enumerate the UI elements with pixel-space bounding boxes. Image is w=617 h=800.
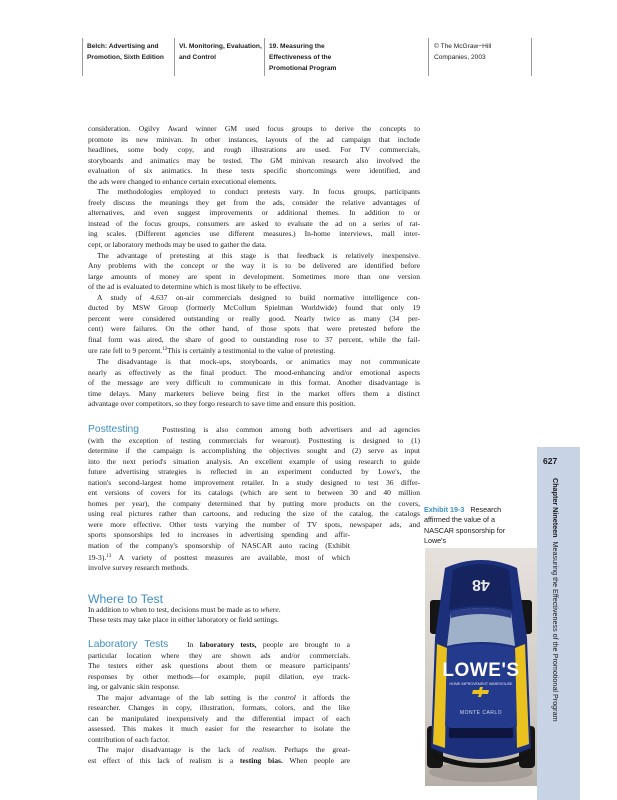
text-line: contribution of each factor.: [88, 734, 170, 744]
text-run: Posttesting is also common among both advertisers and ad agencies: [162, 425, 420, 434]
text-line: advantage over competitors, so they forgo research to save time and ensure this position.: [88, 399, 356, 409]
section-heading: Where to Test: [88, 592, 163, 606]
text-line: ing, or galvanic skin response.: [88, 682, 180, 692]
text-run: The major advantage of the lab setting is the: [97, 692, 268, 702]
paragraph: [88, 293, 420, 357]
paragraph: [88, 124, 420, 187]
caption-line: Lowe's: [424, 535, 447, 545]
text-line: nation's second-largest home improvement retailer. In a study designed to test 36 differ-: [88, 477, 420, 487]
laboratory-tests-section: [88, 640, 350, 767]
header-chapter: [264, 38, 429, 76]
footnote-ref: 12: [162, 347, 168, 353]
page-number: 627: [543, 456, 558, 466]
text-run: 19-3).: [88, 552, 107, 562]
caption-line: [424, 505, 534, 515]
text-line: The testers either ask questions about them or measure participants': [88, 661, 350, 671]
text-line: [88, 756, 350, 767]
text-run: it affords the: [302, 692, 350, 702]
text-line: large amounts of money are spent in development. Sometimes more than one version: [88, 271, 420, 281]
header-part-line: VI. Monitoring, Evaluation,: [179, 43, 262, 50]
text-line: responses by other methods—for example, pupil dilation, eye track-: [88, 671, 350, 681]
key-term: testing bias.: [239, 756, 283, 766]
header-book: [82, 38, 174, 76]
text-line: Any problems with the concept or the way it is to be delivered are identified before: [88, 261, 420, 271]
text-line: freely discuss the meanings they get from the ads, consider the relative advantages of: [88, 197, 420, 207]
text-line: into the next period's situation analysis. An excellent example of using research to guide: [88, 456, 420, 466]
car-tagline: HOME IMPROVEMENT WAREHOUSE: [449, 682, 513, 686]
header-part: [174, 38, 264, 76]
text-run: est effect of this lack of realism is a: [88, 756, 234, 766]
footnote-ref: 13: [106, 553, 112, 559]
caption-text: Research: [470, 505, 502, 514]
text-line: [88, 425, 420, 436]
text-line: particular location where they are shown ads and/or commercials.: [88, 650, 350, 660]
text-line: headlines, some body copy, and rough illustrations are used. For TV commercials,: [88, 145, 420, 155]
text-line: can be manipulated inexpensively and the differential impact of each: [88, 713, 350, 723]
header-chapter-line: Promotional Program: [269, 65, 337, 72]
text-line: researcher. Changes in copy, illustration, formats, colors, and the like: [88, 703, 350, 713]
text-run: The major disadvantage is the lack of: [97, 745, 245, 755]
text-line: alternatives, and even suggest improvements or additional themes. In addition to or: [88, 208, 420, 218]
header-book-line: Belch: Advertising and: [87, 43, 159, 50]
page-header: [82, 38, 532, 76]
header-copyright-line: Companies, 2003: [434, 54, 486, 61]
header-copyright-line: © The McGraw−Hill: [434, 43, 492, 50]
text-line: the ads were changed to enhance certain executional elements.: [88, 176, 277, 186]
run-in-heading: Posttesting: [88, 424, 139, 435]
text-line: The disadvantage is that mock-ups, storyboards, or animatics may not communicate: [97, 357, 420, 367]
text-run: This is certainly a testimonial to the value of pretesting.: [167, 346, 336, 356]
text-line: promote its new minivan. In other instances, layouts of the ad campaign that include: [88, 134, 420, 144]
text-line: were more effective. Other tests varying the number of TV spots, newspaper ads, and: [88, 519, 420, 529]
text-line: time delays. Many marketers believe being first in the market offers them a distinct: [88, 388, 420, 398]
svg-text:48: 48: [472, 576, 490, 593]
text-line: A study of 4,637 on-air commercials designed to build normative intelligence con-: [97, 292, 420, 302]
text-line: nearly as effectively as the final product. The mood-enhancing and/or emotional aspects: [88, 367, 420, 377]
chapter-number: Chapter Nineteen: [551, 478, 560, 538]
paragraph: [88, 187, 420, 250]
key-term: laboratory tests,: [199, 640, 257, 649]
text-run: ure rate fell to 9 percent.: [88, 346, 163, 356]
text-line: In addition to when to test, decisions must be made as to where.: [88, 604, 281, 614]
text-line: The advantage of pretesting at this stage is that feedback is relatively inexpensive.: [97, 250, 420, 260]
text-line: cent) were failures. On the other hand, of those spots that were pretested before the: [88, 324, 420, 334]
text-line: [88, 640, 350, 651]
header-book-line: Promotion, Sixth Edition: [87, 54, 164, 61]
text-line: consideration. Ogilvy Award winner GM used focus groups to derive the concepts to: [88, 124, 420, 133]
text-line: cept, or laboratory methods may be used to gather the data.: [88, 240, 267, 250]
text-line: involve survey research methods.: [88, 563, 190, 573]
chapter-title: Measuring the Effectiveness of the Promotional Program: [551, 541, 560, 722]
text-line: (with the exception of testing commercials for wearout). Posttesting is designed to (1): [88, 435, 420, 445]
text-run: Perhaps the great-: [284, 745, 351, 755]
text-line: determine if the campaign is accomplishing the objectives sought and (2) serve as input: [88, 446, 420, 456]
emphasis: realism.: [252, 745, 277, 755]
text-line: [88, 693, 350, 704]
text-line: [88, 345, 420, 357]
exhibit-caption: [424, 505, 534, 546]
text-line: evaluation of six animatics. In these tests specific shortcomings were identified, and: [88, 166, 420, 176]
text-line: sports sponsorships led to increases in advertising spending and affir-: [88, 530, 350, 540]
emphasis: control: [274, 692, 296, 702]
chapter-running-title: [551, 478, 560, 778]
text-line: final form was aired, the share of good to outstanding rose to 37 percent, while the fail-: [88, 334, 420, 344]
text-line: instead of the focus groups, consumers are asked to evaluate the ad on a series of rat-: [88, 218, 420, 228]
text-line: homes per year), the company determined that by putting more products on the covers,: [88, 498, 420, 508]
nascar-car-photo: [425, 548, 537, 786]
caption-line: affirmed the value of a: [424, 515, 495, 525]
text-run: A variety of posttest measures are available, most of which: [118, 552, 350, 562]
text-run: When people are: [289, 756, 350, 766]
text-line: [88, 745, 350, 756]
text-line: [88, 552, 350, 564]
run-in-heading: Laboratory Tests: [88, 639, 169, 650]
text-line: storyboards and animatics may be tested. The GM minivan research also involved the: [88, 155, 420, 165]
text-line: future advertising strategies is reflected in an experiment conducted by Lowe's, the: [88, 467, 420, 477]
paragraph: [88, 357, 420, 410]
text-line: mation of the company's sponsorship of NASCAR auto racing (Exhibit: [88, 541, 350, 551]
header-chapter-line: Effectiveness of the: [269, 54, 332, 61]
exhibit-label: Exhibit 19-3: [424, 505, 465, 514]
car-model: MONTE CARLO: [459, 710, 503, 716]
where-to-test-section: [88, 594, 350, 626]
header-part-line: and Control: [179, 54, 216, 61]
text-line: percent were considered outstanding or really good. Nearly twice as many (34 per-: [88, 313, 420, 323]
car-brand: LOWE'S: [442, 660, 520, 681]
text-line: The methodologies employed to conduct pretests vary. In focus groups, participants: [97, 187, 420, 197]
text-line: ducted by MSW Group (formerly McCollum Spielman Worldwide) found that only 19: [88, 303, 420, 313]
text-line: using real pictures rather than cartoons, and reducing the size of the catalog, the catalogs: [88, 509, 420, 519]
text-run: people are brought to a: [262, 640, 350, 649]
text-line: ing scales. (Different agencies use different measures.) In-home interviews, mall inter-: [88, 229, 420, 239]
text-line: of the ad is evaluated to determine which is most likely to be effective.: [88, 282, 302, 292]
text-line: ent versions of covers for its catalogs (which are sent to between 30 and 40 million: [88, 488, 420, 498]
header-chapter-line: 19. Measuring the: [269, 43, 325, 50]
paragraph: [88, 251, 420, 293]
posttesting-section: [88, 425, 420, 574]
body-text: [88, 124, 420, 410]
text-line: These tests may take place in either laboratory or field settings.: [88, 615, 279, 625]
text-line: of the message are very difficult to communicate in this format. Another disadvantage is: [88, 378, 420, 388]
header-copyright: [430, 38, 532, 76]
caption-line: NASCAR sponsorship for: [424, 525, 506, 535]
text-run: In: [187, 640, 194, 649]
text-line: assessed. This makes it much easier for the researcher to isolate the: [88, 724, 350, 734]
